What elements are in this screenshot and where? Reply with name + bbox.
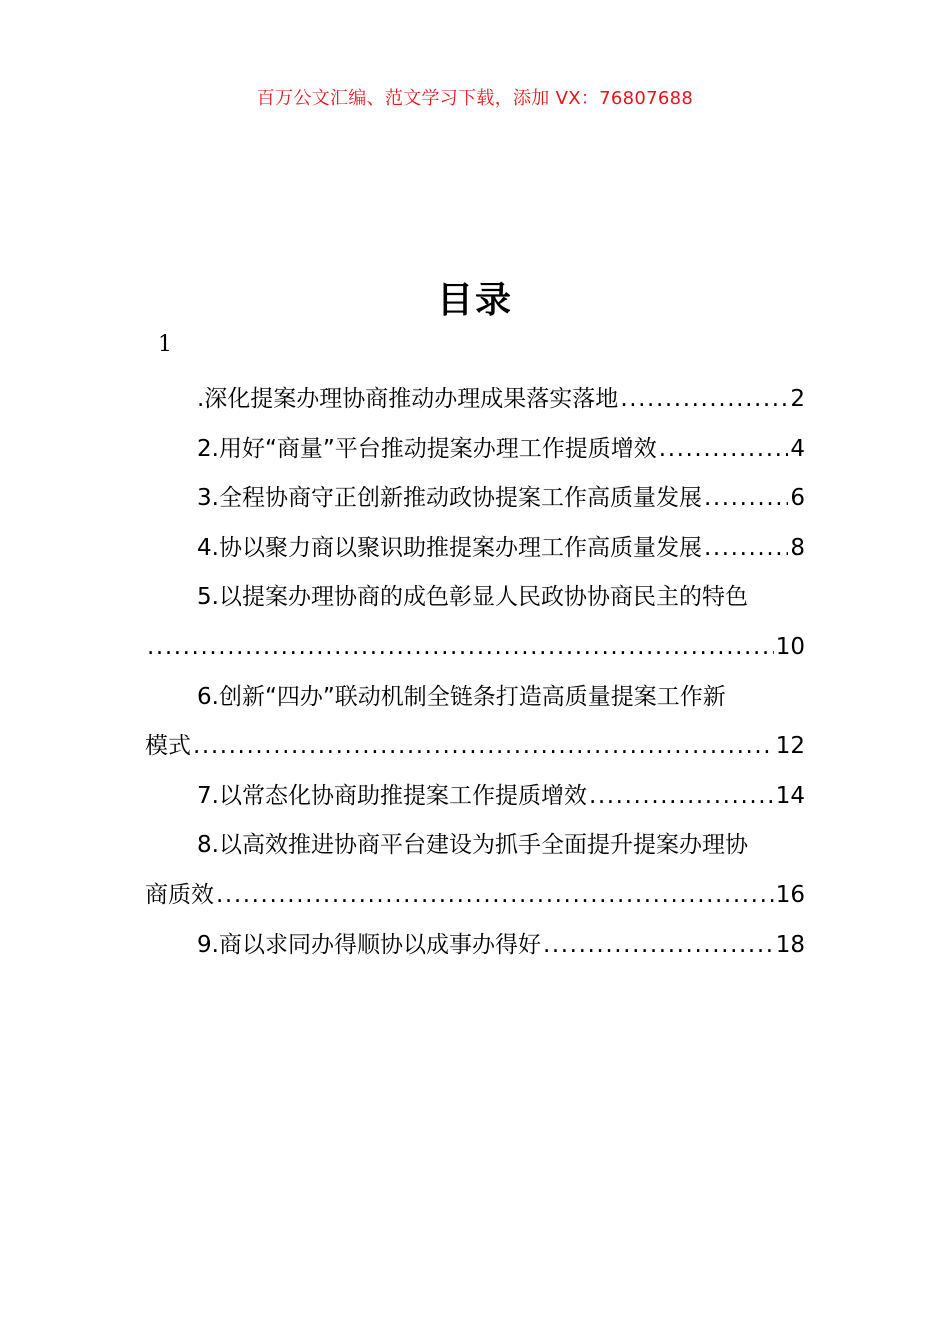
toc-entry-title: 3.全程协商守正创新推动政协提案工作高质量发展: [197, 485, 702, 512]
dot-leader: [147, 623, 774, 673]
dot-leader: [543, 921, 774, 971]
toc-entry-2[interactable]: [145, 425, 805, 475]
dot-leader: [216, 871, 774, 921]
toc-page-number: 6: [790, 485, 805, 512]
toc-entry-9[interactable]: [145, 921, 805, 971]
toc-entry-title: 9.商以求同办得顺协以成事办得好: [197, 931, 541, 958]
toc-entry-title: 7.以常态化协商助推提案工作提质增效: [197, 782, 587, 809]
toc-entry-1[interactable]: [145, 375, 805, 425]
header-note: 百万公文汇编、范文学习下载，添加 VX：76807688: [256, 88, 694, 109]
dot-leader: [620, 375, 788, 425]
toc-entry-4[interactable]: [145, 524, 805, 574]
dot-leader: [193, 722, 774, 772]
toc-page-number: 16: [775, 881, 805, 908]
toc-page-number: 10: [775, 633, 805, 660]
toc-page-number: 8: [790, 534, 805, 561]
toc-entry-title-cont: 商质效: [145, 881, 214, 908]
toc-entry-title: .深化提案办理协商推动办理成果落实落地: [197, 386, 619, 412]
toc-entry-title-cont: 模式: [145, 733, 191, 760]
toc-entry-title: 2.用好“商量”平台推动提案办理工作提质增效: [197, 435, 657, 462]
toc-page-number: 4: [790, 435, 805, 462]
toc-entry-8[interactable]: [145, 821, 805, 920]
toc-entry-title: 5.以提案办理协商的成色彰显人民政协协商民主的特色: [197, 584, 748, 611]
toc-page-number: 18: [775, 931, 805, 958]
toc-title: 目录: [436, 280, 513, 321]
stray-number: 1: [158, 332, 172, 357]
dot-leader: [704, 524, 788, 574]
toc-entry-3[interactable]: [145, 474, 805, 524]
toc-page-number: 12: [775, 733, 805, 760]
dot-leader: [659, 425, 789, 475]
toc-entry-6[interactable]: [145, 673, 805, 772]
toc-entry-5[interactable]: [145, 573, 805, 672]
toc-entry-title: 4.协以聚力商以聚识助推提案办理工作高质量发展: [197, 534, 702, 561]
table-of-contents: [145, 375, 805, 970]
toc-entry-title: 6.创新“四办”联动机制全链条打造高质量提案工作新: [197, 683, 726, 710]
toc-page-number: 14: [775, 782, 805, 809]
toc-entry-title: 8.以高效推进协商平台建设为抓手全面提升提案办理协: [197, 832, 748, 859]
dot-leader: [704, 474, 788, 524]
toc-entry-7[interactable]: [145, 772, 805, 822]
dot-leader: [589, 772, 774, 822]
toc-page-number: 2: [790, 386, 805, 412]
